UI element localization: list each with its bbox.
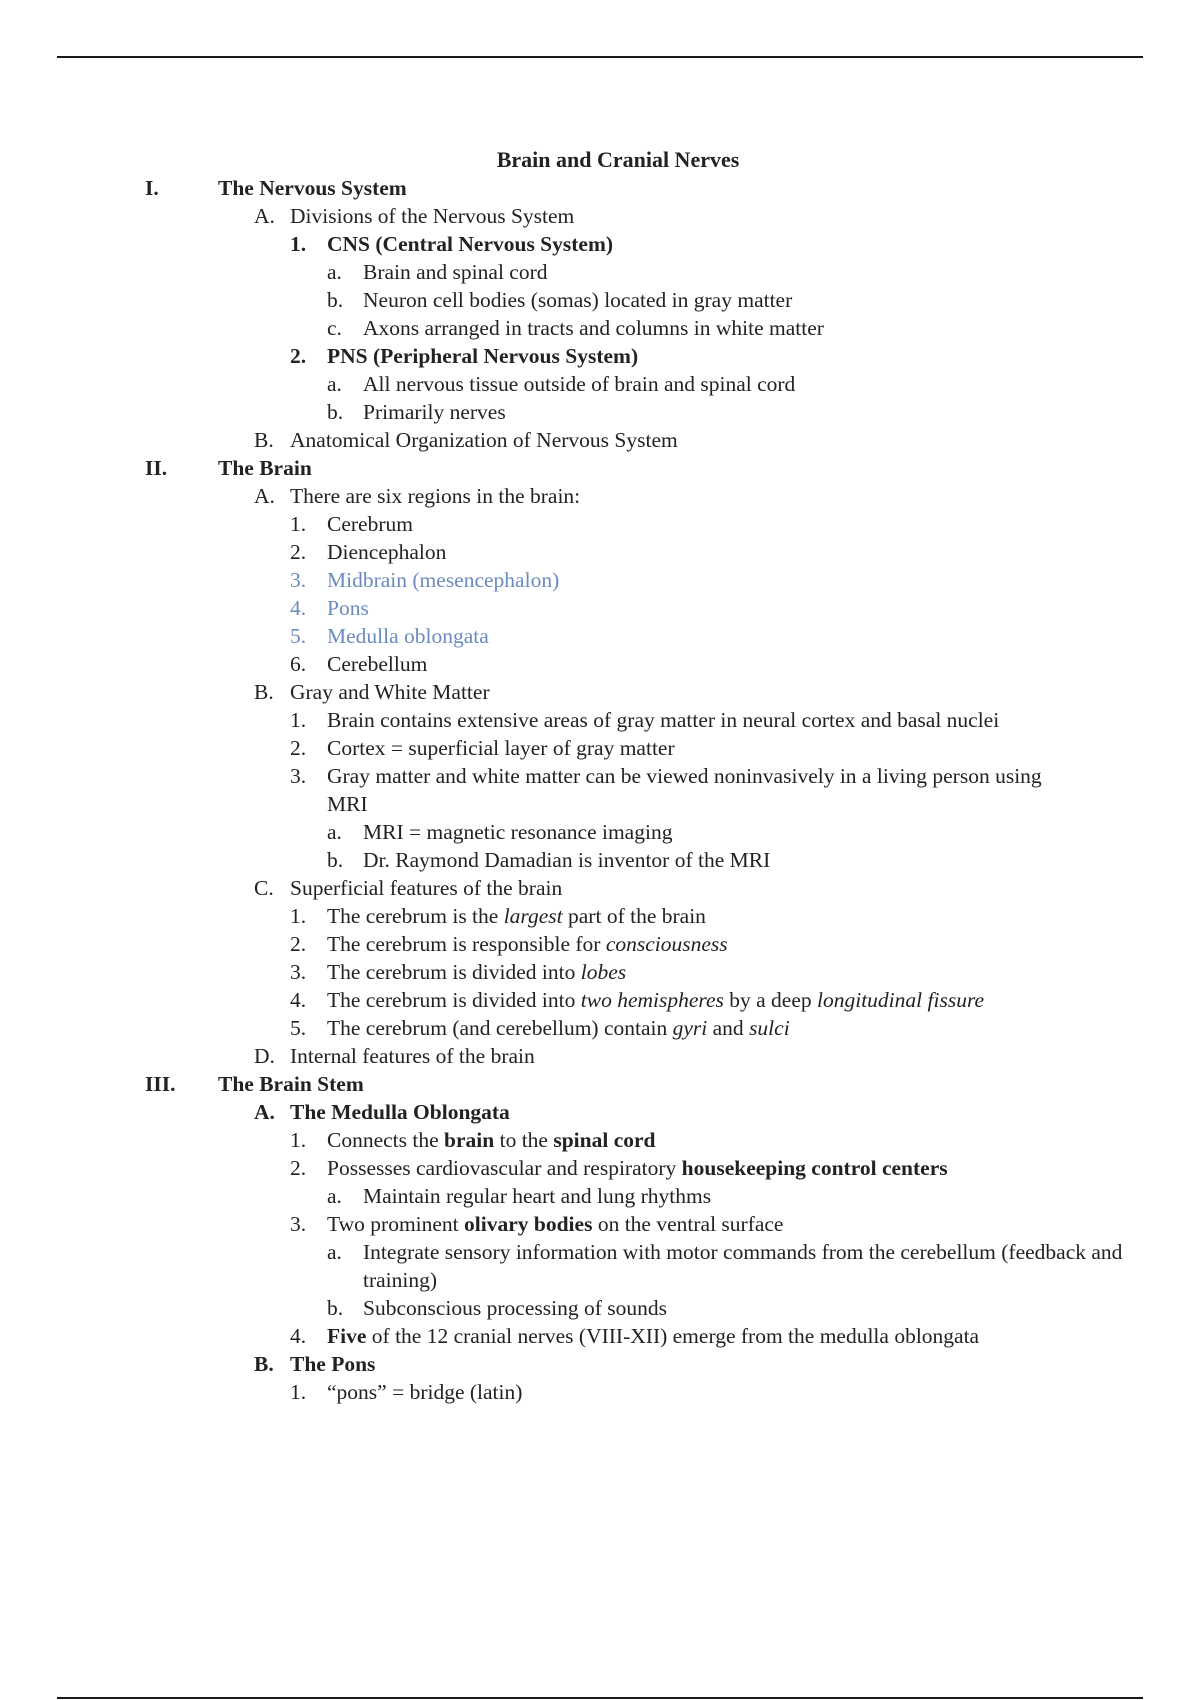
item-text: Dr. Raymond Damadian is inventor of the MRI — [363, 848, 771, 872]
section-heading: The Brain — [218, 456, 312, 480]
item-marker: b. — [327, 400, 344, 424]
item-marker: 1. — [290, 708, 307, 732]
section-brain — [0, 454, 1200, 482]
item-text: Five of the 12 cranial nerves (VIII-XII) emerge from the medulla oblongata — [327, 1324, 980, 1348]
item-marker: 4. — [290, 1324, 307, 1348]
header-rule — [57, 56, 1143, 58]
item-marker: a. — [327, 1184, 342, 1208]
item-marker: A. — [254, 484, 275, 508]
item-marker: 3. — [290, 1212, 307, 1236]
item-marker: b. — [327, 288, 344, 312]
item-text: All nervous tissue outside of brain and spinal cord — [363, 372, 796, 396]
item-marker: 2. — [290, 540, 307, 564]
outline-item — [0, 258, 1200, 286]
outline-item — [0, 902, 1200, 930]
item-text: Gray matter and white matter can be viewed noninvasively in a living person using MRI — [327, 764, 1042, 816]
outline-item — [0, 1210, 1200, 1238]
item-marker: c. — [327, 316, 342, 340]
item-text: The Pons — [290, 1352, 376, 1376]
item-text: Integrate sensory information with motor commands from the cerebellum (feedback and training) — [363, 1240, 1123, 1292]
item-text: CNS (Central Nervous System) — [327, 232, 614, 256]
item-text: Brain and spinal cord — [363, 260, 548, 284]
item-text: Maintain regular heart and lung rhythms — [363, 1184, 712, 1208]
section-number: III. — [145, 1072, 176, 1096]
item-marker: 1. — [290, 232, 307, 256]
item-marker: B. — [254, 1352, 274, 1376]
item-text: Gray and White Matter — [290, 680, 490, 704]
item-text: Axons arranged in tracts and columns in white matter — [363, 316, 824, 340]
item-text: Cerebellum — [327, 652, 428, 676]
outline-item — [0, 398, 1200, 426]
outline-item — [0, 1154, 1200, 1182]
item-text: The cerebrum is divided into lobes — [327, 960, 627, 984]
item-text: Internal features of the brain — [290, 1044, 535, 1068]
item-marker: B. — [254, 680, 274, 704]
outline-item — [0, 1126, 1200, 1154]
outline-item — [0, 1238, 1200, 1294]
item-marker: b. — [327, 1296, 344, 1320]
section-brain-stem — [0, 1070, 1200, 1098]
outline-item — [0, 762, 1200, 818]
item-marker: D. — [254, 1044, 275, 1068]
outline-item — [0, 482, 1200, 510]
item-marker: 2. — [290, 1156, 307, 1180]
outline-item — [0, 286, 1200, 314]
item-marker: 2. — [290, 344, 307, 368]
item-marker: b. — [327, 848, 344, 872]
outline-item — [0, 1182, 1200, 1210]
item-text: Connects the brain to the spinal cord — [327, 1128, 656, 1152]
outline-item — [0, 930, 1200, 958]
item-text: Cortex = superficial layer of gray matter — [327, 736, 675, 760]
outline-item — [0, 1322, 1200, 1350]
item-text: Medulla oblongata — [327, 624, 489, 648]
outline-item — [0, 594, 1200, 622]
item-text: Subconscious processing of sounds — [363, 1296, 667, 1320]
item-text: Brain contains extensive areas of gray matter in neural cortex and basal nuclei — [327, 708, 1000, 732]
item-marker: a. — [327, 372, 342, 396]
item-marker: A. — [254, 1100, 275, 1124]
outline-item — [0, 1378, 1200, 1406]
section-nervous-system — [0, 174, 1200, 202]
outline-item — [0, 958, 1200, 986]
section-heading: The Nervous System — [218, 176, 407, 200]
item-marker: 5. — [290, 624, 307, 648]
outline-item — [0, 510, 1200, 538]
item-marker: a. — [327, 1240, 342, 1264]
section-number: I. — [145, 176, 159, 200]
item-marker: 1. — [290, 904, 307, 928]
item-marker: 1. — [290, 512, 307, 536]
item-text: Possesses cardiovascular and respiratory housekeeping control centers — [327, 1156, 948, 1180]
item-marker: 3. — [290, 568, 307, 592]
outline-item — [0, 650, 1200, 678]
item-text: Neuron cell bodies (somas) located in gray matter — [363, 288, 793, 312]
item-text: The cerebrum (and cerebellum) contain gyri and sulci — [327, 1016, 790, 1040]
item-marker: 2. — [290, 932, 307, 956]
outline-item — [0, 986, 1200, 1014]
outline-item — [0, 846, 1200, 874]
item-text: Two prominent olivary bodies on the ventral surface — [327, 1212, 784, 1236]
item-text: Midbrain (mesencephalon) — [327, 568, 560, 592]
item-marker: 3. — [290, 764, 307, 788]
item-text: Superficial features of the brain — [290, 876, 563, 900]
outline-item — [0, 1014, 1200, 1042]
item-text: There are six regions in the brain: — [290, 484, 581, 508]
outline-item — [0, 538, 1200, 566]
item-marker: 1. — [290, 1128, 307, 1152]
item-text: Anatomical Organization of Nervous System — [290, 428, 678, 452]
item-marker: 1. — [290, 1380, 307, 1404]
item-text: The cerebrum is divided into two hemispheres by a deep longitudinal fissure — [327, 988, 985, 1012]
item-marker: C. — [254, 876, 274, 900]
item-text: The Medulla Oblongata — [290, 1100, 510, 1124]
item-text: Divisions of the Nervous System — [290, 204, 575, 228]
outline-item — [0, 1294, 1200, 1322]
outline-item — [0, 1350, 1200, 1378]
item-text: PNS (Peripheral Nervous System) — [327, 344, 639, 368]
section-heading: The Brain Stem — [218, 1072, 364, 1096]
item-text: MRI = magnetic resonance imaging — [363, 820, 673, 844]
section-number: II. — [145, 456, 168, 480]
item-marker: 4. — [290, 988, 307, 1012]
item-marker: 3. — [290, 960, 307, 984]
item-marker: a. — [327, 260, 342, 284]
item-text: “pons” = bridge (latin) — [327, 1380, 523, 1404]
outline-item — [0, 678, 1200, 706]
outline — [0, 174, 1200, 1406]
footer-rule — [57, 1697, 1143, 1699]
outline-item — [0, 706, 1200, 734]
outline-item — [0, 1098, 1200, 1126]
item-text: The cerebrum is the largest part of the brain — [327, 904, 706, 928]
outline-item — [0, 818, 1200, 846]
outline-item — [0, 370, 1200, 398]
outline-item — [0, 230, 1200, 258]
outline-item — [0, 622, 1200, 650]
document-title: Brain and Cranial Nerves — [496, 147, 740, 172]
item-text: Primarily nerves — [363, 400, 506, 424]
outline-item — [0, 566, 1200, 594]
item-marker: 2. — [290, 736, 307, 760]
item-marker: a. — [327, 820, 342, 844]
item-text: The cerebrum is responsible for consciousness — [327, 932, 728, 956]
item-marker: 4. — [290, 596, 307, 620]
outline-item — [0, 426, 1200, 454]
outline-item — [0, 1042, 1200, 1070]
outline-item — [0, 202, 1200, 230]
outline-item — [0, 342, 1200, 370]
item-marker: 6. — [290, 652, 307, 676]
item-marker: 5. — [290, 1016, 307, 1040]
item-marker: B. — [254, 428, 274, 452]
item-text: Diencephalon — [327, 540, 447, 564]
item-marker: A. — [254, 204, 275, 228]
item-text: Cerebrum — [327, 512, 413, 536]
outline-item — [0, 314, 1200, 342]
outline-item — [0, 734, 1200, 762]
outline-item — [0, 874, 1200, 902]
item-text: Pons — [327, 596, 369, 620]
